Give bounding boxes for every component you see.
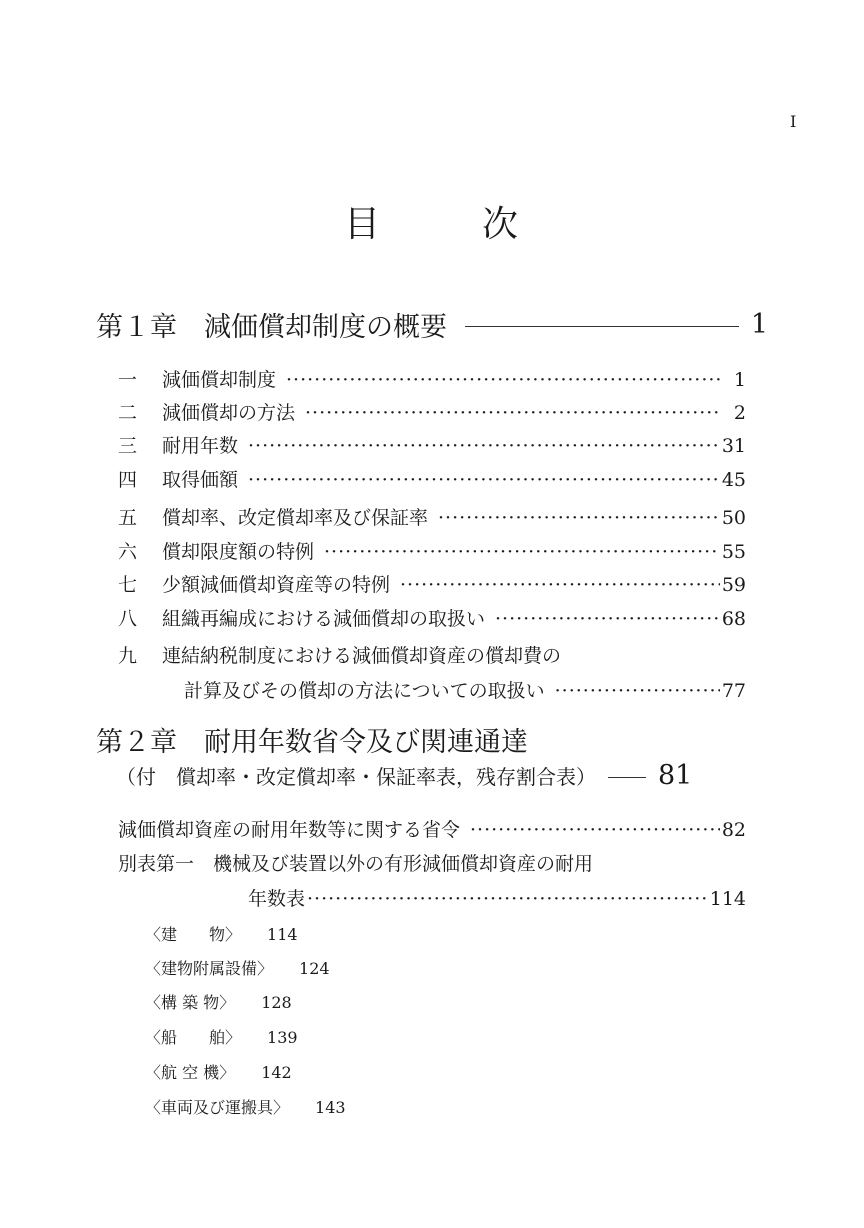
leader-dots [438, 507, 720, 529]
leader-dots [400, 574, 720, 596]
sub-entry-label: 〈船 舶〉 [145, 1028, 242, 1047]
sub-entry[interactable] [145, 922, 298, 945]
toc-entry-continuation[interactable] [248, 884, 746, 911]
toc-entry-page: 77 [721, 680, 746, 702]
toc-entry[interactable] [118, 570, 746, 597]
leader-dots [307, 888, 708, 910]
toc-entry[interactable] [118, 365, 746, 392]
title-char-2: 次 [482, 204, 521, 245]
chapter-2-heading[interactable] [96, 720, 768, 759]
chapter-1-label: 第１章 減価償却制度の概要 [96, 312, 447, 343]
toc-entry-text: 減価償却資産の耐用年数等に関する省令 [118, 819, 461, 841]
toc-entry[interactable] [118, 604, 746, 631]
chapter-1-page: 1 [750, 309, 768, 340]
sub-entry[interactable] [145, 1060, 292, 1083]
toc-entry-text: 計算及びその償却の方法についての取扱い [184, 680, 545, 702]
leader-dots [248, 435, 720, 457]
page-title [0, 196, 864, 247]
title-char-1: 目 [343, 204, 382, 245]
sub-entry-page: 143 [315, 1098, 346, 1117]
sub-entry-page: 128 [261, 993, 292, 1012]
leader-dots [495, 608, 720, 630]
toc-entry-continuation[interactable] [184, 676, 746, 703]
sub-entry[interactable] [145, 1095, 346, 1118]
sub-entry-label: 〈建 物〉 [145, 925, 242, 944]
toc-entry-page: 68 [721, 608, 746, 630]
toc-entry-number: 八 [118, 608, 138, 630]
toc-entry-page: 1 [733, 369, 746, 391]
sub-entry-page: 139 [267, 1028, 298, 1047]
toc-entry-text: 別表第一 機械及び装置以外の有形減価償却資産の耐用 [118, 853, 594, 875]
toc-entry-text: 耐用年数 [162, 435, 239, 457]
toc-entry-number: 二 [118, 402, 138, 424]
leader-dots [470, 819, 720, 841]
sub-entry-page: 142 [261, 1063, 292, 1082]
toc-entry[interactable] [118, 537, 746, 564]
toc-entry-number: 三 [118, 435, 138, 457]
chapter-2-subheading[interactable] [116, 760, 768, 791]
leader-dots [555, 680, 720, 702]
toc-entry-number: 四 [118, 469, 138, 491]
toc-entry[interactable] [118, 431, 746, 458]
toc-entry-text: 償却率、改定償却率及び保証率 [162, 507, 429, 529]
toc-entry-number: 六 [118, 541, 138, 563]
toc-entry-text: 少額減価償却資産等の特例 [162, 574, 391, 596]
toc-entry[interactable] [118, 815, 746, 842]
chapter-1-rule [465, 326, 739, 327]
sub-entry[interactable] [145, 990, 292, 1013]
toc-entry-text: 年数表 [248, 888, 306, 910]
chapter-2-label: 第２章 耐用年数省令及び関連通達 [96, 727, 528, 758]
toc-entry-page: 31 [721, 435, 746, 457]
toc-entry-number: 七 [118, 574, 138, 596]
chapter-1-heading[interactable] [96, 305, 768, 344]
leader-dots [324, 541, 720, 563]
sub-entry[interactable] [145, 956, 330, 979]
toc-entry-page: 50 [721, 507, 746, 529]
sub-entry-label: 〈航 空 機〉 [145, 1063, 236, 1082]
toc-entry-page: 55 [721, 541, 746, 563]
toc-entry-text: 連結納税制度における減価償却資産の償却費の [162, 645, 562, 667]
toc-entry-page: 2 [733, 402, 746, 424]
leader-dots [286, 369, 722, 391]
leader-dots [305, 402, 722, 424]
page-number: I [790, 112, 797, 131]
toc-entry-page: 45 [721, 469, 746, 491]
toc-entry[interactable] [118, 849, 746, 876]
toc-entry[interactable] [118, 641, 746, 668]
toc-entry-number: 五 [118, 507, 138, 529]
sub-entry-label: 〈建物附属設備〉 [145, 959, 274, 978]
toc-entry-text: 償却限度額の特例 [162, 541, 315, 563]
toc-entry-text: 減価償却の方法 [162, 402, 296, 424]
toc-entry-text: 減価償却制度 [162, 369, 277, 391]
leader-dots [248, 469, 720, 491]
chapter-2-sub-label: （付 償却率・改定償却率・保証率表，残存割合表） [116, 765, 596, 789]
chapter-2-page: 81 [658, 760, 693, 791]
toc-entry-page: 82 [721, 819, 746, 841]
toc-entry[interactable] [118, 465, 746, 492]
toc-entry-page: 114 [709, 888, 746, 910]
toc-entry-text: 組織再編成における減価償却の取扱い [162, 608, 486, 630]
sub-entry-page: 114 [267, 925, 298, 944]
chapter-2-rule [608, 777, 646, 778]
toc-entry-number: 一 [118, 369, 138, 391]
toc-entry-page: 59 [721, 574, 746, 596]
toc-entry-text: 取得価額 [162, 469, 239, 491]
sub-entry[interactable] [145, 1025, 298, 1048]
sub-entry-page: 124 [299, 959, 330, 978]
toc-entry-number: 九 [118, 645, 138, 667]
toc-entry[interactable] [118, 398, 746, 425]
toc-entry[interactable] [118, 503, 746, 530]
sub-entry-label: 〈車両及び運搬具〉 [145, 1098, 290, 1117]
sub-entry-label: 〈構 築 物〉 [145, 993, 236, 1012]
